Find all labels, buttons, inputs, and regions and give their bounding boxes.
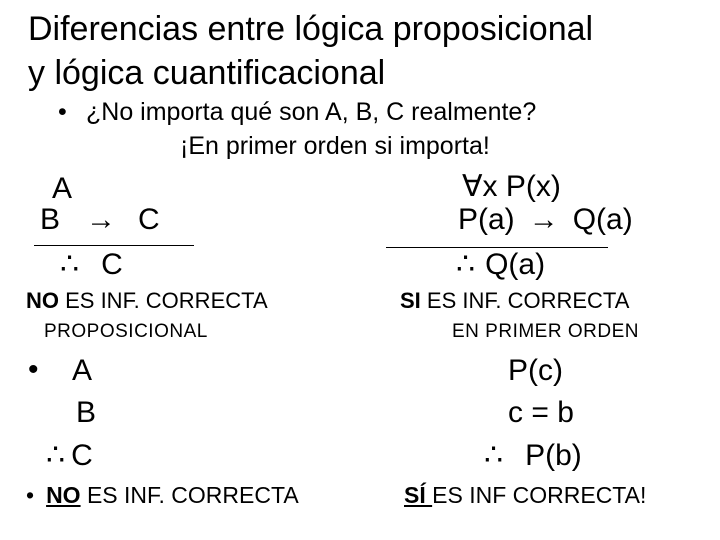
right-premise-1 <box>462 172 561 202</box>
question-line-1: ¿No importa qué son A, B, C realmente? <box>86 98 537 126</box>
therefore-icon: ∴ <box>484 439 504 472</box>
left-premise-2 <box>40 205 160 235</box>
therefore-icon: ∴ <box>60 248 80 281</box>
bottom-left-rest: ES INF. CORRECTA <box>80 482 299 508</box>
page-title-line-2: y lógica cuantificacional <box>28 54 386 92</box>
left-conclusion-text: C <box>101 248 123 281</box>
right-verdict-si: SI <box>400 288 421 313</box>
page-title-line-1: Diferencias entre lógica proposicional <box>28 10 594 48</box>
bottom-left-bullet: • <box>26 482 35 508</box>
left-example-conclusion <box>46 441 93 471</box>
implies-arrow-icon: → <box>528 203 559 236</box>
left-example-conclusion-text: C <box>71 439 93 472</box>
left-premise-2-antecedent: B <box>40 203 61 236</box>
forall-icon: ∀ <box>462 170 483 203</box>
bottom-left-verdict <box>26 484 299 507</box>
left-verdict-rest: ES INF. CORRECTA <box>59 288 268 313</box>
example-bullet: • <box>28 353 39 386</box>
therefore-icon: ∴ <box>456 248 476 281</box>
left-verdict-no: NO <box>26 288 59 313</box>
left-conclusion <box>60 250 123 280</box>
right-verdict <box>400 290 629 312</box>
implies-arrow-icon: → <box>86 203 117 236</box>
right-conclusion-text: Q(a) <box>485 248 546 281</box>
right-premise-2 <box>458 205 633 235</box>
bottom-right-verdict <box>404 484 646 507</box>
left-premise-2-consequent: C <box>138 203 160 236</box>
left-verdict-line-2: PROPOSICIONAL <box>44 321 208 342</box>
left-premise-1: A <box>52 172 73 205</box>
right-example-conclusion <box>484 441 582 471</box>
left-verdict <box>26 290 268 312</box>
right-premise-2-consequent: Q(a) <box>572 203 633 236</box>
left-example-premise-1: A <box>72 354 93 387</box>
question-bullet: • <box>58 98 67 126</box>
bottom-left-no: NO <box>46 482 81 508</box>
right-verdict-line-2: EN PRIMER ORDEN <box>452 321 639 342</box>
right-example-conclusion-text: P(b) <box>525 439 582 472</box>
right-example-premise-2: c = b <box>508 396 574 429</box>
therefore-icon: ∴ <box>46 439 66 472</box>
right-verdict-rest: ES INF. CORRECTA <box>420 288 630 313</box>
question-line-2: ¡En primer orden si importa! <box>180 132 490 160</box>
right-premise-1-text: x P(x) <box>482 170 561 203</box>
bottom-right-si: SÍ <box>404 482 433 508</box>
right-example-premise-1: P(c) <box>508 354 563 387</box>
right-conclusion <box>456 250 545 280</box>
right-premise-2-antecedent: P(a) <box>458 203 515 236</box>
left-example-premise-2: B <box>76 396 97 429</box>
left-inference-rule <box>34 245 194 246</box>
bottom-right-rest: ES INF CORRECTA! <box>432 482 647 508</box>
